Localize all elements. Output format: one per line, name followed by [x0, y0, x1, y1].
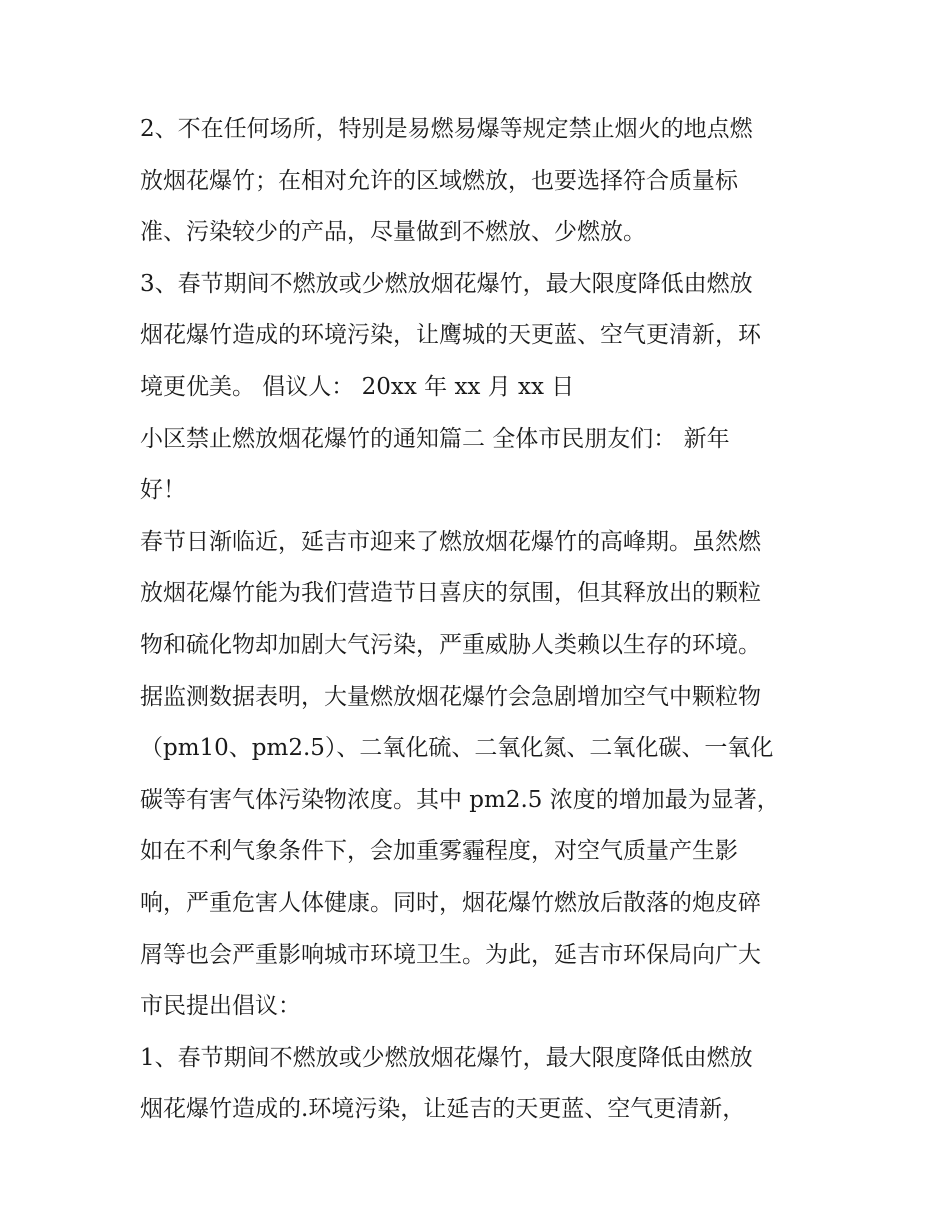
document-body — [140, 104, 820, 1136]
text-line: 小区禁止燃放烟花爆竹的通知篇二 全体市民朋友们： 新年 — [140, 425, 730, 452]
text-line: 3、春节期间不燃放或少燃放烟花爆竹，最大限度降低由燃放 — [140, 270, 753, 297]
text-line: 烟花爆竹造成的环境污染，让鹰城的天更蓝、空气更清新，环 — [140, 322, 761, 349]
text-line: 烟花爆竹造成的.环境污染，让延吉的天更蓝、空气更清新， — [140, 1096, 746, 1123]
text-line: 春节日渐临近，延吉市迎来了燃放烟花爆竹的高峰期。虽然燃 — [140, 528, 761, 555]
text-line: 放烟花爆竹；在相对允许的区域燃放，也要选择符合质量标 — [140, 167, 738, 194]
text-line: 如在不利气象条件下，会加重雾霾程度，对空气质量产生影 — [140, 838, 738, 865]
text-line: 响，严重危害人体健康。同时，烟花爆竹燃放后散落的炮皮碎 — [140, 889, 761, 916]
text-line: 境更优美。 倡议人： 20xx 年 xx 月 xx 日 — [140, 373, 575, 400]
text-line: 碳等有害气体污染物浓度。其中 pm2.5 浓度的增加最为显著， — [140, 786, 780, 813]
text-line: 据监测数据表明，大量燃放烟花爆竹会急剧增加空气中颗粒物 — [140, 683, 761, 710]
text-line: 放烟花爆竹能为我们营造节日喜庆的氛围，但其释放出的颗粒 — [140, 580, 761, 607]
text-line: 屑等也会严重影响城市环境卫生。为此，延吉市环保局向广大 — [140, 941, 761, 968]
text-line: 好！ — [140, 477, 186, 504]
text-line: （pm10、pm2.5）、二氧化硫、二氧化氮、二氧化碳、一氧化 — [140, 735, 774, 762]
text-line: 1、春节期间不燃放或少燃放烟花爆竹，最大限度降低由燃放 — [140, 1044, 753, 1071]
text-line: 物和硫化物却加剧大气污染，严重威胁人类赖以生存的环境。 — [140, 631, 761, 658]
text-line: 市民提出倡议： — [140, 993, 301, 1020]
text-line: 准、污染较少的产品，尽量做到不燃放、少燃放。 — [140, 219, 646, 246]
text-line: 2、不在任何场所，特别是易燃易爆等规定禁止烟火的地点燃 — [140, 116, 753, 142]
